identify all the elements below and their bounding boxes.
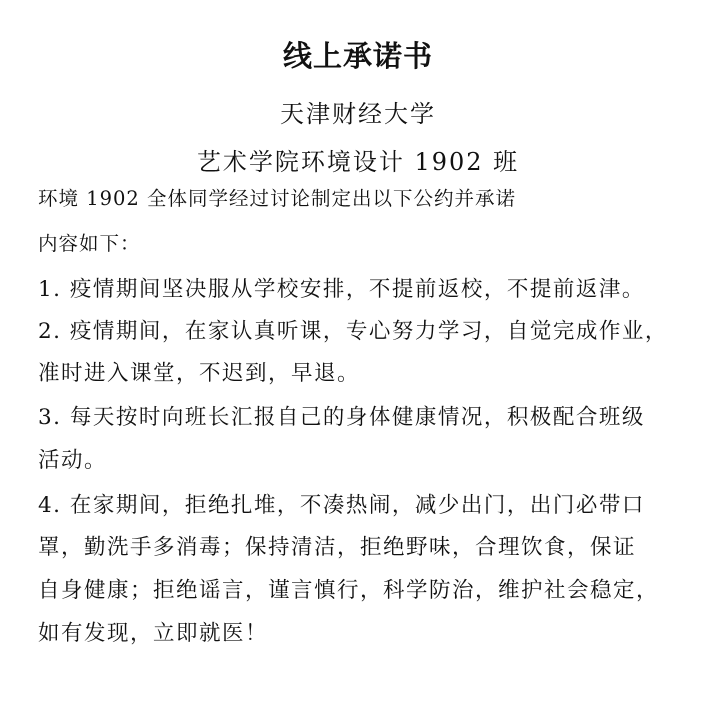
pledge-item-4-line: 如有发现，立即就医！ (38, 621, 269, 646)
pledge-item-4-line: 4. 在家期间，拒绝扎堆，不凑热闹，减少出门，出门必带口 (38, 493, 645, 518)
document-title: 线上承诺书 (282, 39, 433, 73)
pledge-item-1-line: 1. 疫情期间坚决服从学校安排，不提前返校，不提前返津。 (38, 277, 645, 302)
pledge-item-2-line: 准时进入课堂，不迟到，早退。 (38, 361, 361, 386)
pledge-item-4-line: 自身健康；拒绝谣言，谨言慎行，科学防治，维护社会稳定， (38, 578, 660, 603)
school-name: 天津财经大学 (280, 100, 436, 128)
intro-line: 环境 1902 全体同学经过讨论制定出以下公约并承诺 (38, 187, 517, 210)
pledge-item-4-line: 罩，勤洗手多消毒；保持清洁，拒绝野味，合理饮食，保证 (38, 535, 637, 560)
class-name: 艺术学院环境设计 1902 班 (196, 148, 520, 176)
pledge-item-3-line: 3. 每天按时向班长汇报自己的身体健康情况，积极配合班级 (38, 405, 645, 430)
pledge-item-3-line: 活动。 (38, 448, 108, 473)
pledge-item-2-line: 2. 疫情期间，在家认真听课，专心努力学习，自觉完成作业， (38, 319, 668, 344)
intro-line: 内容如下： (38, 232, 141, 255)
